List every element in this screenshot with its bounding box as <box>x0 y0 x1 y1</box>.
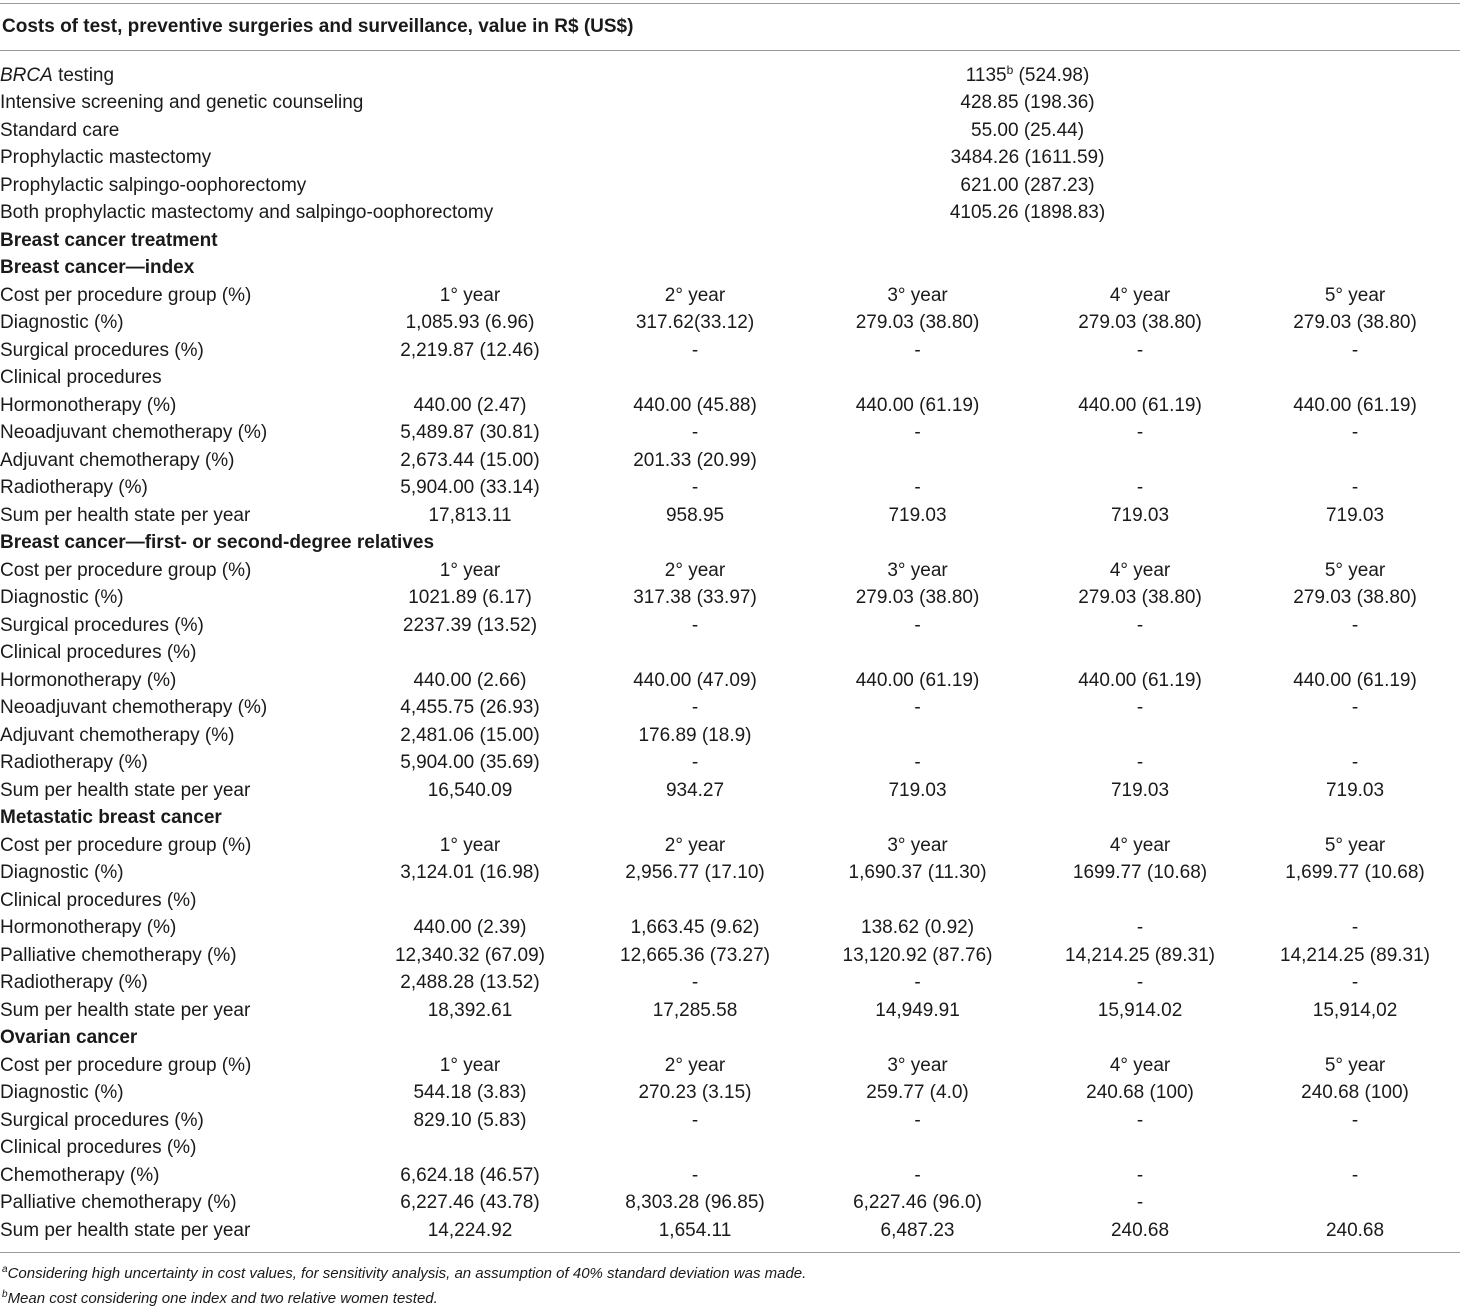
year-cell: 279.03 (38.80) <box>1293 312 1417 334</box>
year-cell: 5° year <box>1324 1054 1386 1076</box>
year-cell: 719.03 <box>888 779 947 801</box>
top-rule <box>0 3 1460 4</box>
year-cell: - <box>1351 477 1359 499</box>
cost-value: 621.00 (287.23) <box>960 174 1095 196</box>
table-row <box>0 310 1460 338</box>
year-cell: 16,540.09 <box>427 779 513 801</box>
year-cell: 440.00 (2.39) <box>413 917 527 939</box>
year-cell: - <box>691 1164 699 1186</box>
year-cell: 15,914,02 <box>1312 999 1398 1021</box>
year-cell: 2° year <box>664 284 726 306</box>
row-label: Palliative chemotherapy (%) <box>0 1192 237 1214</box>
year-cell: 4° year <box>1109 559 1171 581</box>
year-cell <box>1250 1190 1460 1218</box>
year-cell <box>1250 1135 1460 1163</box>
year-cell: - <box>1136 1109 1144 1131</box>
table-row <box>0 172 1460 200</box>
row-value <box>805 172 1250 200</box>
year-cell: - <box>1136 917 1144 939</box>
table-row <box>0 750 1460 778</box>
year-cell: 958.95 <box>665 504 725 526</box>
year-cell: 2,488.28 (13.52) <box>400 972 540 994</box>
table-row <box>0 612 1460 640</box>
year-cell: - <box>691 752 699 774</box>
section-heading: Breast cancer—first- or second-degree relatives <box>0 532 435 554</box>
year-cell: 17,813.11 <box>428 504 512 526</box>
brca-gene-label: BRCA <box>0 64 53 86</box>
bottom-rule <box>0 1252 1460 1253</box>
row-label: Cost per procedure group (%) <box>0 1054 252 1076</box>
row-value <box>805 200 1250 228</box>
table-row <box>0 640 1460 668</box>
year-cell: - <box>691 477 699 499</box>
year-cell: 4° year <box>1109 834 1171 856</box>
section-heading: Metastatic breast cancer <box>0 807 222 829</box>
year-cell: 1,699.77 (10.68) <box>1285 862 1425 884</box>
year-cell <box>805 640 1030 668</box>
year-cell <box>1030 640 1250 668</box>
year-cell: 440.00 (61.19) <box>855 669 980 691</box>
section-heading: Breast cancer—index <box>0 257 195 279</box>
row-label: Adjuvant chemotherapy (%) <box>0 724 235 746</box>
year-cell: - <box>1136 339 1144 361</box>
footnote-b <box>2 1289 438 1309</box>
year-cell: 14,949.91 <box>875 999 960 1021</box>
row-label: Hormonotherapy (%) <box>0 394 177 416</box>
row-label: Sum per health state per year <box>0 504 251 526</box>
year-cell: 279.03 (38.80) <box>1078 587 1202 609</box>
year-cell: 2237.39 (13.52) <box>402 614 538 636</box>
year-cell: - <box>1351 752 1359 774</box>
year-cell: 6,227.46 (43.78) <box>400 1192 540 1214</box>
year-cell: 15,914.02 <box>1097 999 1183 1021</box>
row-label-text: Both prophylactic mastectomy and salpingo-oophorectomy <box>0 202 494 224</box>
year-cell: - <box>1351 1109 1359 1131</box>
table-row <box>0 392 1460 420</box>
cost-table <box>0 62 1460 1245</box>
year-cell: 440.00 (47.09) <box>633 669 757 691</box>
table-row <box>0 585 1460 613</box>
row-label: Diagnostic (%) <box>0 862 124 884</box>
row-value <box>805 90 1250 118</box>
table-row <box>0 1052 1460 1080</box>
year-cell: 3° year <box>887 559 948 581</box>
year-cell: 1,654.11 <box>658 1219 732 1241</box>
table-row <box>0 1217 1460 1245</box>
year-cell <box>355 1135 585 1163</box>
row-label: Cost per procedure group (%) <box>0 559 252 581</box>
year-cell: - <box>914 477 921 499</box>
row-label: Sum per health state per year <box>0 1219 251 1241</box>
year-cell: - <box>1136 972 1144 994</box>
year-cell: 440.00 (2.66) <box>413 669 527 691</box>
year-cell: 138.62 (0.92) <box>861 917 975 939</box>
year-cell: 2° year <box>664 559 726 581</box>
row-label: Surgical procedures (%) <box>0 1109 204 1131</box>
row-label-text: Intensive screening and genetic counseling <box>0 92 364 114</box>
footnote-text: Mean cost considering one index and two relative women tested. <box>7 1290 438 1307</box>
table-title: Costs of test, preventive surgeries and surveillance, value in R$ (US$) <box>2 16 634 37</box>
section-row <box>0 1025 1460 1053</box>
year-cell: 2,481.06 (15.00) <box>400 724 540 746</box>
year-cell: - <box>691 1109 699 1131</box>
year-cell: 719.03 <box>888 504 947 526</box>
year-cell: - <box>1351 339 1359 361</box>
year-cell: 240.68 <box>1110 1219 1170 1241</box>
year-cell <box>1030 1135 1250 1163</box>
year-cell: 1,085.93 (6.96) <box>405 312 535 334</box>
year-cell <box>355 887 585 915</box>
year-cell <box>1250 640 1460 668</box>
footnote-text: Considering high uncertainty in cost values, for sensitivity analysis, an assumption of 40% standard deviation was made. <box>7 1265 807 1282</box>
year-cell: - <box>1136 697 1144 719</box>
year-cell <box>805 1135 1030 1163</box>
table-row <box>0 90 1460 118</box>
footnote-ref: b <box>1006 62 1014 77</box>
year-cell: 3° year <box>887 284 948 306</box>
row-label: Sum per health state per year <box>0 999 251 1021</box>
year-cell: - <box>914 422 921 444</box>
year-cell <box>805 447 1030 475</box>
year-cell: - <box>1351 614 1359 636</box>
year-cell: 4° year <box>1109 284 1171 306</box>
year-cell: - <box>691 614 699 636</box>
year-cell: 719.03 <box>1325 779 1385 801</box>
year-cell: - <box>1351 972 1359 994</box>
year-cell: 2° year <box>664 834 726 856</box>
year-cell: - <box>914 752 921 774</box>
year-cell: 2,673.44 (15.00) <box>400 449 540 471</box>
year-cell: 14,214.25 (89.31) <box>1280 944 1431 966</box>
table-row <box>0 860 1460 888</box>
table-row <box>0 1080 1460 1108</box>
year-cell: 270.23 (3.15) <box>638 1082 752 1104</box>
table-row <box>0 1107 1460 1135</box>
year-cell <box>1030 447 1250 475</box>
table-row <box>0 942 1460 970</box>
year-cell: - <box>1136 1164 1144 1186</box>
year-cell <box>805 722 1030 750</box>
row-label: Diagnostic (%) <box>0 587 124 609</box>
header-rule <box>0 50 1460 51</box>
table-row <box>0 420 1460 448</box>
table-row <box>0 365 1460 393</box>
row-label: Surgical procedures (%) <box>0 339 204 361</box>
year-cell: 440.00 (2.47) <box>413 394 527 416</box>
section-row <box>0 227 1460 255</box>
table-row <box>0 502 1460 530</box>
year-cell: 5,904.00 (35.69) <box>400 752 540 774</box>
year-cell: - <box>1136 752 1144 774</box>
section-heading: Breast cancer treatment <box>0 229 218 251</box>
year-cell: 4,455.75 (26.93) <box>400 697 540 719</box>
year-cell: 719.03 <box>1325 504 1385 526</box>
section-heading: Ovarian cancer <box>0 1027 138 1049</box>
row-label <box>0 145 805 173</box>
cost-value: 1135 <box>965 64 1007 86</box>
row-label: Diagnostic (%) <box>0 312 124 334</box>
year-cell: 17,285.58 <box>652 999 738 1021</box>
year-cell <box>585 640 805 668</box>
footnote-mark: a <box>2 1264 8 1275</box>
row-label <box>0 117 805 145</box>
year-cell: - <box>914 614 921 636</box>
year-cell: 12,340.32 (67.09) <box>394 944 545 966</box>
year-cell: 1° year <box>439 559 501 581</box>
year-cell: 6,227.46 (96.0) <box>853 1192 982 1214</box>
table-row <box>0 282 1460 310</box>
year-cell: 5° year <box>1324 559 1386 581</box>
year-cell <box>1250 887 1460 915</box>
table-row <box>0 832 1460 860</box>
row-value <box>805 145 1250 173</box>
row-label: Cost per procedure group (%) <box>0 834 252 856</box>
year-cell: 440.00 (61.19) <box>1078 669 1202 691</box>
row-value <box>805 62 1250 90</box>
year-cell: 176.89 (18.9) <box>638 724 752 746</box>
table-row <box>0 337 1460 365</box>
cost-value-usd: (524.98) <box>1013 64 1090 86</box>
year-cell <box>585 365 805 393</box>
footnote-mark: b <box>2 1289 8 1300</box>
section-row <box>0 530 1460 558</box>
row-label: Clinical procedures (%) <box>0 1137 197 1159</box>
year-cell: 544.18 (3.83) <box>413 1082 527 1104</box>
row-label-text: Standard care <box>0 119 120 141</box>
year-cell: 719.03 <box>1110 779 1170 801</box>
row-value <box>805 117 1250 145</box>
year-cell: - <box>691 972 699 994</box>
year-cell: - <box>1351 917 1359 939</box>
year-cell: - <box>691 339 699 361</box>
cost-value: 428.85 (198.36) <box>960 92 1095 114</box>
year-cell: 5° year <box>1324 834 1386 856</box>
year-cell: 14,214.25 (89.31) <box>1065 944 1216 966</box>
row-label-text: testing <box>52 64 115 86</box>
row-label <box>0 62 805 90</box>
year-cell: 201.33 (20.99) <box>633 449 757 471</box>
year-cell <box>1030 365 1250 393</box>
year-cell <box>1030 887 1250 915</box>
year-cell: 440.00 (45.88) <box>633 394 757 416</box>
row-label <box>0 200 805 228</box>
year-cell: 18,392.61 <box>427 999 513 1021</box>
year-cell: 719.03 <box>1110 504 1170 526</box>
year-cell <box>355 640 585 668</box>
table-row <box>0 695 1460 723</box>
year-cell <box>805 887 1030 915</box>
year-cell: - <box>1136 422 1144 444</box>
section-row <box>0 255 1460 283</box>
row-label: Diagnostic (%) <box>0 1082 124 1104</box>
year-cell: 240.68 (100) <box>1301 1082 1409 1104</box>
year-cell: - <box>1351 1164 1359 1186</box>
year-cell: 5,904.00 (33.14) <box>400 477 540 499</box>
year-cell: 934.27 <box>665 779 725 801</box>
year-cell: 8,303.28 (96.85) <box>625 1192 765 1214</box>
year-cell: 317.62(33.12) <box>635 312 755 334</box>
year-cell: - <box>1136 1192 1144 1214</box>
year-cell: 1,690.37 (11.30) <box>848 862 987 884</box>
table-row <box>0 475 1460 503</box>
year-cell: - <box>1136 477 1144 499</box>
row-label-text: Prophylactic mastectomy <box>0 147 212 169</box>
year-cell <box>355 365 585 393</box>
row-label: Clinical procedures <box>0 367 162 389</box>
year-cell: 279.03 (38.80) <box>1078 312 1202 334</box>
table-row <box>0 970 1460 998</box>
year-cell: - <box>914 972 921 994</box>
row-label: Chemotherapy (%) <box>0 1164 160 1186</box>
cost-table-body <box>0 62 1460 1245</box>
section-row <box>0 805 1460 833</box>
year-cell: 1,663.45 (9.62) <box>630 917 760 939</box>
year-cell: 440.00 (61.19) <box>855 394 980 416</box>
year-cell: 259.77 (4.0) <box>866 1082 969 1104</box>
table-row <box>0 1190 1460 1218</box>
table-row <box>0 145 1460 173</box>
year-cell: - <box>914 697 921 719</box>
row-label: Radiotherapy (%) <box>0 477 148 499</box>
year-cell: 6,487.23 <box>880 1219 955 1241</box>
year-cell: 440.00 (61.19) <box>1293 394 1417 416</box>
table-row <box>0 1135 1460 1163</box>
year-cell: 440.00 (61.19) <box>1078 394 1202 416</box>
table-row <box>0 997 1460 1025</box>
year-cell <box>1250 447 1460 475</box>
year-cell: 440.00 (61.19) <box>1293 669 1417 691</box>
year-cell: - <box>1351 697 1359 719</box>
year-cell <box>585 1135 805 1163</box>
year-cell: 6,624.18 (46.57) <box>400 1164 540 1186</box>
year-cell: 2,956.77 (17.10) <box>625 862 765 884</box>
year-cell: 279.03 (38.80) <box>855 587 980 609</box>
row-label: Clinical procedures (%) <box>0 642 197 664</box>
row-label: Sum per health state per year <box>0 779 251 801</box>
table-row <box>0 915 1460 943</box>
year-cell: - <box>691 422 699 444</box>
year-cell: 279.03 (38.80) <box>855 312 980 334</box>
year-cell: 2° year <box>664 1054 726 1076</box>
year-cell: 1° year <box>439 284 501 306</box>
year-cell: 240.68 (100) <box>1086 1082 1194 1104</box>
year-cell: - <box>914 339 921 361</box>
year-cell: 4° year <box>1109 1054 1171 1076</box>
year-cell: 1699.77 (10.68) <box>1072 862 1208 884</box>
year-cell: 14,224.92 <box>427 1219 513 1241</box>
table-row <box>0 117 1460 145</box>
year-cell: 5° year <box>1324 284 1386 306</box>
year-cell <box>1250 722 1460 750</box>
table-row <box>0 62 1460 90</box>
year-cell: 279.03 (38.80) <box>1293 587 1417 609</box>
cost-value: 3484.26 (1611.59) <box>950 147 1105 169</box>
row-label: Adjuvant chemotherapy (%) <box>0 449 235 471</box>
year-cell: 829.10 (5.83) <box>413 1109 527 1131</box>
table-row <box>0 1162 1460 1190</box>
year-cell: 5,489.87 (30.81) <box>400 422 540 444</box>
year-cell: - <box>1136 614 1144 636</box>
row-label: Hormonotherapy (%) <box>0 917 177 939</box>
year-cell <box>585 887 805 915</box>
row-label: Clinical procedures (%) <box>0 889 197 911</box>
row-label <box>0 172 805 200</box>
cost-value: 4105.26 (1898.83) <box>949 202 1106 224</box>
year-cell: - <box>914 1109 921 1131</box>
year-cell: 1° year <box>439 1054 501 1076</box>
year-cell <box>805 365 1030 393</box>
year-cell: 3,124.01 (16.98) <box>400 862 540 884</box>
row-label: Hormonotherapy (%) <box>0 669 177 691</box>
cost-value: 55.00 (25.44) <box>971 119 1085 141</box>
year-cell: 317.38 (33.97) <box>633 587 757 609</box>
table-row <box>0 722 1460 750</box>
year-cell: 3° year <box>887 834 948 856</box>
table-row <box>0 447 1460 475</box>
row-label: Radiotherapy (%) <box>0 752 148 774</box>
year-cell: 12,665.36 (73.27) <box>620 944 771 966</box>
year-cell: 13,120.92 (87.76) <box>842 944 993 966</box>
table-row <box>0 887 1460 915</box>
row-label: Surgical procedures (%) <box>0 614 204 636</box>
row-label: Radiotherapy (%) <box>0 972 148 994</box>
year-cell <box>1250 365 1460 393</box>
table-row <box>0 557 1460 585</box>
year-cell: 1021.89 (6.17) <box>408 587 532 609</box>
year-cell <box>1030 722 1250 750</box>
table-row <box>0 777 1460 805</box>
table-row <box>0 667 1460 695</box>
row-label-text: Prophylactic salpingo-oophorectomy <box>0 174 307 196</box>
footnote-a <box>2 1264 806 1284</box>
year-cell: 1° year <box>439 834 501 856</box>
year-cell: 2,219.87 (12.46) <box>400 339 540 361</box>
row-label: Neoadjuvant chemotherapy (%) <box>0 422 268 444</box>
row-label: Palliative chemotherapy (%) <box>0 944 237 966</box>
row-label: Neoadjuvant chemotherapy (%) <box>0 697 268 719</box>
row-label <box>0 90 805 118</box>
year-cell: 3° year <box>887 1054 948 1076</box>
year-cell: - <box>1351 422 1359 444</box>
table-row <box>0 200 1460 228</box>
year-cell: - <box>914 1164 921 1186</box>
year-cell: - <box>691 697 699 719</box>
row-label: Cost per procedure group (%) <box>0 284 252 306</box>
year-cell: 240.68 <box>1325 1219 1385 1241</box>
